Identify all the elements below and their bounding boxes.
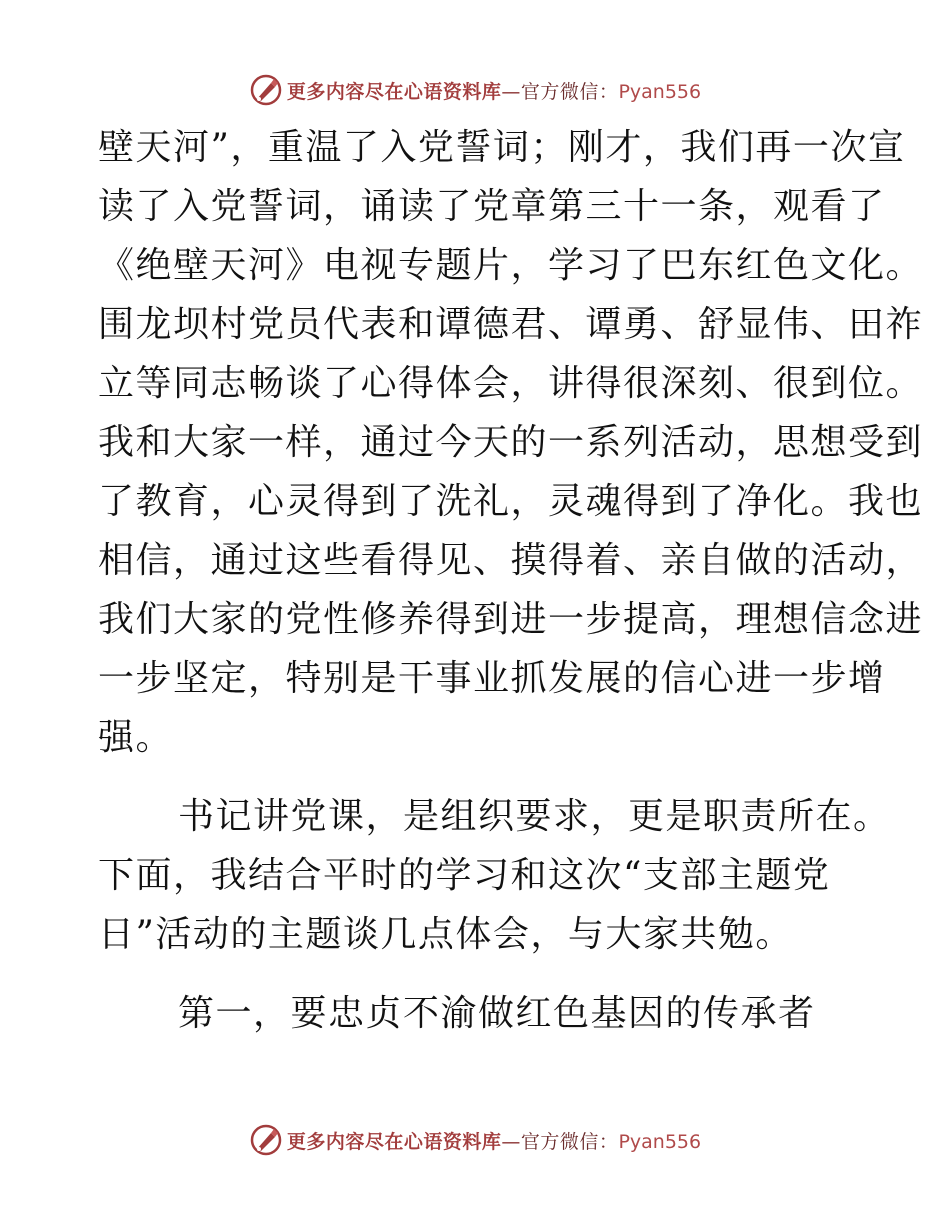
text-line: 我和大家一样，通过今天的一系列活动，思想受到 — [98, 422, 924, 463]
text-line: 《绝壁天河》电视专题片，学习了巴东红色文化。 — [98, 245, 924, 286]
text-line: 一步坚定，特别是干事业抓发展的信心进一步增 — [98, 658, 886, 699]
text-line: 读了入党誓词，诵读了党章第三十一条，观看了 — [98, 186, 886, 227]
text-line: 围龙坝村党员代表和谭德君、谭勇、舒显伟、田祚 — [98, 304, 924, 345]
text-line: 强。 — [98, 717, 174, 758]
paragraph-spacer — [98, 964, 858, 984]
banner-text: 更多内容尽在心语资料库—官方微信：Pyan556 — [286, 80, 702, 103]
section-heading: 第一，要忠贞不渝做红色基因的传承者 — [178, 993, 816, 1034]
document-body — [98, 118, 924, 1043]
header-watermark-banner — [0, 70, 950, 110]
text-line: 日”活动的主题谈几点体会，与大家共勉。 — [98, 914, 793, 955]
banner-text: 更多内容尽在心语资料库—官方微信：Pyan556 — [286, 1130, 702, 1153]
text-line: 我们大家的党性修养得到进一步提高，理想信念进 — [98, 599, 924, 640]
pen-logo-icon — [249, 1123, 283, 1157]
paragraph-1 — [98, 118, 924, 767]
footer-watermark-banner — [0, 1120, 950, 1160]
paragraph-2 — [98, 787, 891, 964]
pen-logo-icon — [249, 73, 283, 107]
text-line: 立等同志畅谈了心得体会，讲得很深刻、很到位。 — [98, 363, 924, 404]
text-line: 壁天河”，重温了入党誓词；刚才，我们再一次宣 — [98, 127, 906, 168]
text-line: 下面，我结合平时的学习和这次“支部主题党 — [98, 855, 831, 896]
text-line: 书记讲党课，是组织要求，更是职责所在。 — [178, 796, 891, 837]
text-line: 相信，通过这些看得见、摸得着、亲自做的活动， — [98, 540, 924, 581]
text-line: 了教育，心灵得到了洗礼，灵魂得到了净化。我也 — [98, 481, 924, 522]
paragraph-spacer — [98, 767, 858, 787]
